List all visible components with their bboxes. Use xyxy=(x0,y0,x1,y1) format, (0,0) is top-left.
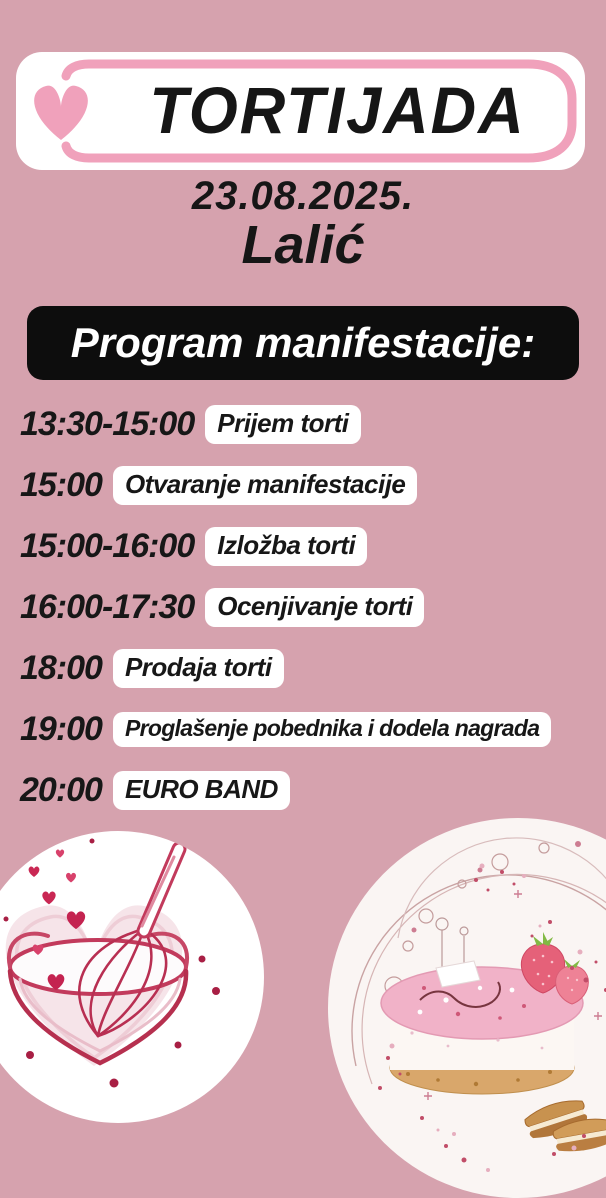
event-time: 13:30-15:00 xyxy=(20,404,195,443)
schedule-row xyxy=(20,709,600,749)
event-time: 18:00 xyxy=(20,648,102,687)
program-header-banner xyxy=(27,306,579,380)
program-header-label: Program manifestacije: xyxy=(70,319,536,366)
whisk-bowl-illustration-circle xyxy=(0,831,264,1123)
event-time: 15:00 xyxy=(20,465,102,504)
event-location: Lalić xyxy=(241,215,365,275)
event-time: 15:00-16:00 xyxy=(20,526,195,565)
event-name-badge: Izložba torti xyxy=(205,527,367,566)
schedule-row xyxy=(20,648,600,688)
heart-icon xyxy=(34,86,88,140)
title-card xyxy=(16,52,585,170)
schedule-row xyxy=(20,587,600,627)
event-time: 16:00-17:30 xyxy=(20,587,195,626)
event-name-badge: Ocenjivanje torti xyxy=(205,588,424,627)
strawberry-cake xyxy=(381,932,588,1094)
event-time: 20:00 xyxy=(20,770,102,809)
schedule-row xyxy=(20,526,600,566)
event-name-badge: Prodaja torti xyxy=(113,649,284,688)
cake-illustration-circle xyxy=(328,818,606,1198)
schedule-row xyxy=(20,770,600,810)
schedule-row xyxy=(20,404,600,444)
event-date: 23.08.2025. xyxy=(191,174,415,218)
event-name-badge: Proglašenje pobednika i dodela nagrada xyxy=(113,712,551,747)
schedule-list xyxy=(20,404,600,810)
macarons xyxy=(523,1088,606,1170)
event-name-badge: EURO BAND xyxy=(113,771,290,810)
event-name-badge: Prijem torti xyxy=(205,405,360,444)
event-time: 19:00 xyxy=(20,709,102,748)
schedule-row xyxy=(20,465,600,505)
whisk-and-heart-bowl-icon xyxy=(0,831,264,1123)
strawberry-cake-icon xyxy=(328,818,606,1198)
poster-title: TORTIJADA xyxy=(149,74,526,148)
event-name-badge: Otvaranje manifestacije xyxy=(113,466,417,505)
fork-decoration xyxy=(368,1156,407,1198)
